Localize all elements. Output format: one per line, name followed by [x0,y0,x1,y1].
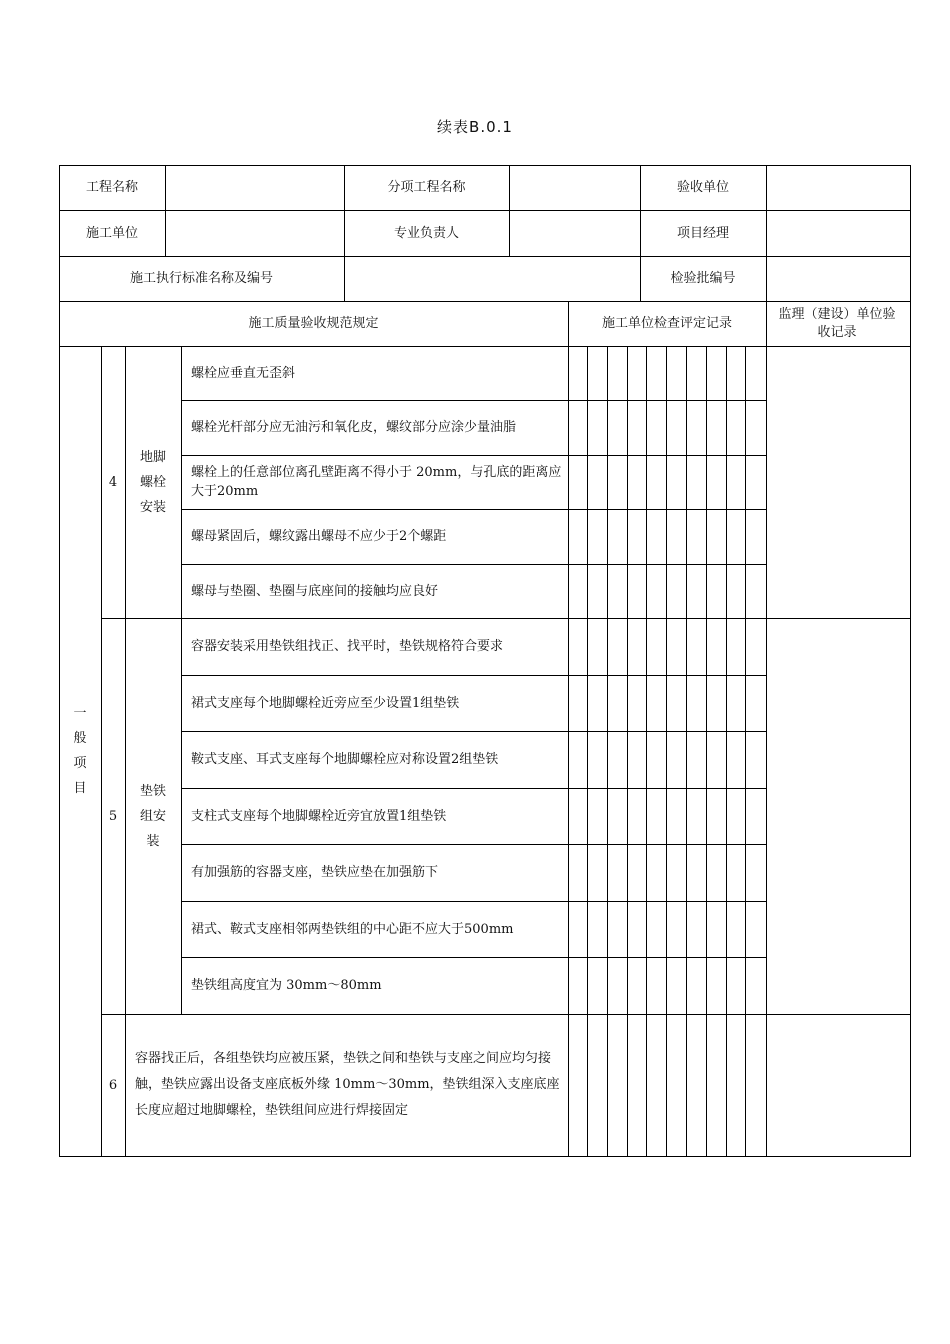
grid-line [59,346,911,347]
grid-line [125,346,126,1157]
grid-line [910,165,911,1157]
group-4-item-3: 螺栓上的任意部位离孔壁距离不得小于 20mm，与孔底的距离应大于20mm [191,465,562,499]
grid-line [509,165,510,257]
group-4-item-2: 螺栓光杆部分应无油污和氧化皮，螺纹部分应涂少量油脂 [191,420,517,435]
grid-line [181,788,767,789]
group-6-number: 6 [108,1077,118,1093]
grid-line [181,564,767,565]
group-4-item-5: 螺母与垫圈、垫圈与底座间的接触均应良好 [191,583,439,599]
label-batch-number: 检验批编号 [670,271,736,286]
category-char: 般 [73,731,87,746]
group-4-number: 4 [108,474,118,490]
category-char: 目 [73,781,87,796]
category-label [59,346,101,1156]
group-5-item-5: 有加强筋的容器支座，垫铁应垫在加强筋下 [191,865,439,880]
group-5-item-2: 裙式支座每个地脚螺栓近旁应至少设置1组垫铁 [191,695,460,711]
group-4-item-1: 螺栓应垂直无歪斜 [191,365,296,381]
grid-line [59,165,911,166]
grid-line [59,1156,911,1157]
grid-line [181,731,767,732]
grid-line [59,301,911,302]
label-construction-unit: 施工单位 [85,225,138,241]
page-title: 续表B.0.1 [437,118,513,136]
group-5-item-7: 垫铁组高度宜为 30mm～80mm [191,978,382,993]
label-supervision-column: 监理（建设）单位验收记录 [778,306,896,340]
grid-line [59,210,911,211]
category-char: 一 [73,706,87,721]
grid-line [640,165,641,302]
grid-line [165,165,166,257]
grid-line [766,165,767,1157]
group-4-name: 地脚螺栓安装 [139,449,166,515]
grid-line [181,901,767,902]
group-5-item-6: 裙式、鞍式支座相邻两垫铁组的中心距不应大于500mm [191,921,514,937]
group-4-item-4: 螺母紧固后，螺纹露出螺母不应少于2个螺距 [191,529,447,544]
grid-line [627,346,628,1157]
grid-line [59,165,60,1157]
grid-line [568,301,569,1157]
grid-line [646,346,647,1157]
grid-line [181,346,182,1015]
grid-line [101,346,102,1157]
label-standard-name: 施工执行标准名称及编号 [129,271,273,286]
label-sub-project-name: 分项工程名称 [387,180,466,195]
label-acceptance-unit: 验收单位 [676,180,729,195]
group-5-item-4: 支柱式支座每个地脚螺栓近旁宜放置1组垫铁 [191,808,447,824]
grid-line [344,165,345,302]
label-project-manager: 项目经理 [676,225,729,241]
grid-line [181,957,767,958]
grid-line [181,455,767,456]
grid-line [666,346,667,1157]
grid-line [587,346,588,1157]
grid-line [607,346,608,1157]
group-5-name: 垫铁组安装 [139,783,166,849]
grid-line [726,346,727,1157]
grid-line [686,346,687,1157]
group-5-item-1: 容器安装采用垫铁组找正、找平时，垫铁规格符合要求 [191,639,504,654]
label-professional-lead: 专业负责人 [393,225,459,241]
group-5-item-3: 鞍式支座、耳式支座每个地脚螺栓应对称设置2组垫铁 [191,752,499,767]
grid-line [706,346,707,1157]
grid-line [181,509,767,510]
label-spec-column: 施工质量验收规范规定 [248,316,379,331]
label-project-name: 工程名称 [85,180,138,195]
grid-line [181,400,767,401]
grid-line [181,844,767,845]
grid-line [101,618,911,619]
group-6-text: 容器找正后，各组垫铁均应被压紧，垫铁之间和垫铁与支座之间应均匀接触，垫铁应露出设备支座底板外缘 10mm～30mm，垫铁组深入支座底座长度应超过地脚螺栓，垫铁组间应进行焊接固定 [135,1051,560,1118]
grid-line [745,346,746,1157]
grid-line [59,256,911,257]
label-check-column: 施工单位检查评定记录 [601,316,732,331]
grid-line [181,675,767,676]
grid-line [101,1014,911,1015]
group-5-number: 5 [108,808,118,824]
category-char: 项 [73,756,87,771]
